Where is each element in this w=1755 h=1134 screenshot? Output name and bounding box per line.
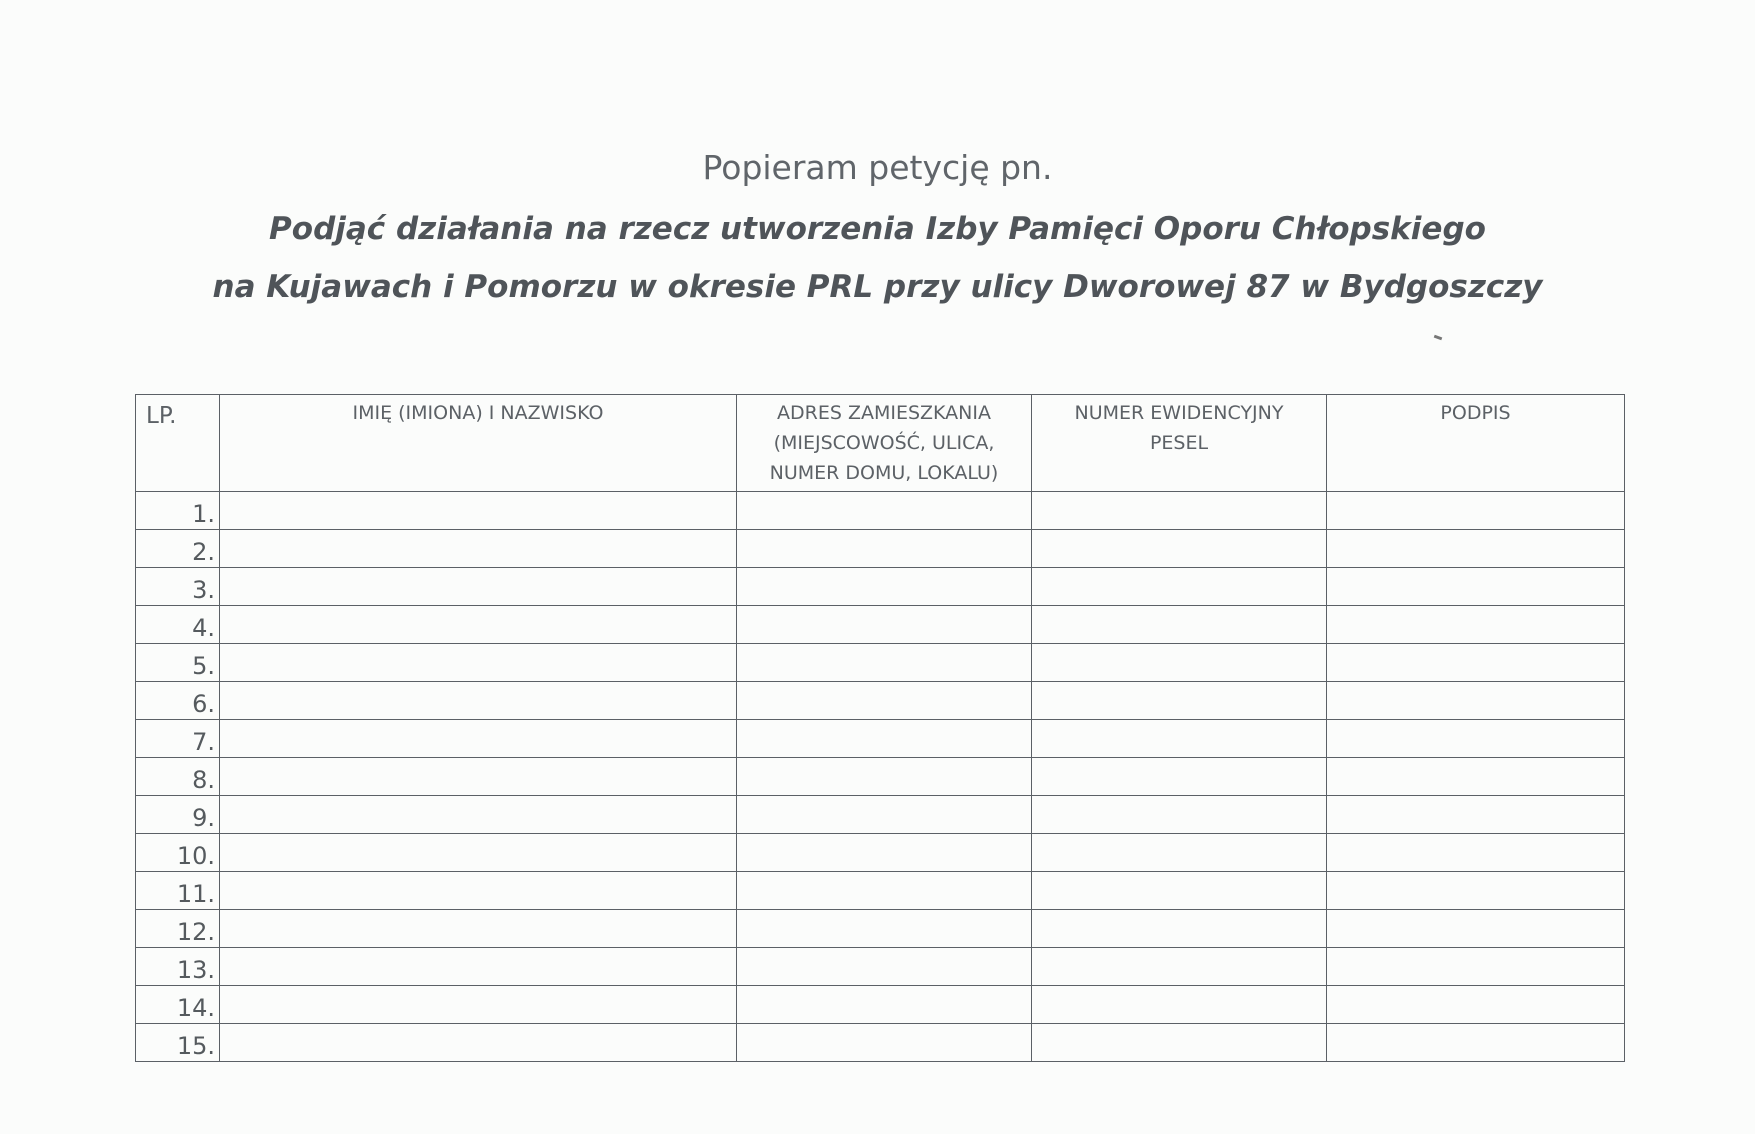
pesel-cell[interactable] [1032, 986, 1327, 1024]
table-row [136, 948, 1625, 986]
table-header-row [136, 395, 1625, 492]
address-cell[interactable] [737, 492, 1032, 530]
header-address-line-3: NUMER DOMU, LOKALU) [769, 462, 999, 484]
table-row [136, 910, 1625, 948]
address-cell[interactable] [737, 796, 1032, 834]
header-pesel [1032, 395, 1327, 492]
petition-intro: Popieram petycję pn. [702, 148, 1053, 187]
signature-cell[interactable] [1327, 872, 1625, 910]
address-cell[interactable] [737, 644, 1032, 682]
signature-cell[interactable] [1327, 796, 1625, 834]
name-cell[interactable] [220, 568, 737, 606]
address-cell[interactable] [737, 986, 1032, 1024]
name-cell[interactable] [220, 948, 737, 986]
signature-cell[interactable] [1327, 492, 1625, 530]
table-row [136, 568, 1625, 606]
signature-cell[interactable] [1327, 758, 1625, 796]
signature-cell[interactable] [1327, 530, 1625, 568]
name-cell[interactable] [220, 986, 737, 1024]
name-cell[interactable] [220, 492, 737, 530]
pesel-cell[interactable] [1032, 606, 1327, 644]
table-row [136, 1024, 1625, 1062]
table-row [136, 834, 1625, 872]
header-name: IMIĘ (IMIONA) I NAZWISKO [220, 395, 737, 492]
pesel-cell[interactable] [1032, 1024, 1327, 1062]
name-cell[interactable] [220, 1024, 737, 1062]
signature-cell[interactable] [1327, 682, 1625, 720]
name-cell[interactable] [220, 758, 737, 796]
pesel-cell[interactable] [1032, 948, 1327, 986]
signature-cell[interactable] [1327, 948, 1625, 986]
table-row [136, 986, 1625, 1024]
name-cell[interactable] [220, 644, 737, 682]
signature-cell[interactable] [1327, 910, 1625, 948]
row-number: 10. [136, 834, 220, 872]
header-signature: PODPIS [1327, 395, 1625, 492]
row-number: 15. [136, 1024, 220, 1062]
header-address [737, 395, 1032, 492]
pesel-cell[interactable] [1032, 644, 1327, 682]
pesel-cell[interactable] [1032, 910, 1327, 948]
signature-cell[interactable] [1327, 644, 1625, 682]
name-cell[interactable] [220, 796, 737, 834]
table-row [136, 720, 1625, 758]
name-cell[interactable] [220, 910, 737, 948]
name-cell[interactable] [220, 606, 737, 644]
pesel-cell[interactable] [1032, 492, 1327, 530]
petition-header [0, 148, 1755, 316]
header-pesel-line-2: PESEL [1149, 432, 1209, 454]
address-cell[interactable] [737, 910, 1032, 948]
address-cell[interactable] [737, 568, 1032, 606]
table-row [136, 758, 1625, 796]
pesel-cell[interactable] [1032, 682, 1327, 720]
row-number: 12. [136, 910, 220, 948]
name-cell[interactable] [220, 530, 737, 568]
name-cell[interactable] [220, 720, 737, 758]
table-row [136, 530, 1625, 568]
signature-cell[interactable] [1327, 986, 1625, 1024]
pesel-cell[interactable] [1032, 758, 1327, 796]
pesel-cell[interactable] [1032, 568, 1327, 606]
pesel-cell[interactable] [1032, 872, 1327, 910]
address-cell[interactable] [737, 758, 1032, 796]
row-number: 14. [136, 986, 220, 1024]
pesel-cell[interactable] [1032, 530, 1327, 568]
petition-title-line-1: Podjąć działania na rzecz utworzenia Izby Pamięci Oporu Chłopskiego [269, 211, 1486, 247]
row-number: 1. [136, 492, 220, 530]
row-number: 2. [136, 530, 220, 568]
address-cell[interactable] [737, 606, 1032, 644]
address-cell[interactable] [737, 720, 1032, 758]
signature-cell[interactable] [1327, 1024, 1625, 1062]
pesel-cell[interactable] [1032, 796, 1327, 834]
row-number: 8. [136, 758, 220, 796]
address-cell[interactable] [737, 682, 1032, 720]
signature-cell[interactable] [1327, 568, 1625, 606]
address-cell[interactable] [737, 834, 1032, 872]
header-pesel-line-1: NUMER EWIDENCYJNY [1074, 402, 1284, 424]
table-row [136, 872, 1625, 910]
row-number: 13. [136, 948, 220, 986]
pesel-cell[interactable] [1032, 834, 1327, 872]
scan-mark [1434, 335, 1443, 341]
row-number: 5. [136, 644, 220, 682]
row-number: 11. [136, 872, 220, 910]
header-lp: LP. [136, 395, 220, 492]
pesel-cell[interactable] [1032, 720, 1327, 758]
address-cell[interactable] [737, 1024, 1032, 1062]
name-cell[interactable] [220, 834, 737, 872]
address-cell[interactable] [737, 948, 1032, 986]
row-number: 9. [136, 796, 220, 834]
signature-table [135, 394, 1625, 1062]
address-cell[interactable] [737, 530, 1032, 568]
signature-cell[interactable] [1327, 720, 1625, 758]
row-number: 7. [136, 720, 220, 758]
name-cell[interactable] [220, 872, 737, 910]
table-row [136, 492, 1625, 530]
table-row [136, 644, 1625, 682]
row-number: 6. [136, 682, 220, 720]
row-number: 3. [136, 568, 220, 606]
name-cell[interactable] [220, 682, 737, 720]
row-number: 4. [136, 606, 220, 644]
petition-title-line-2: na Kujawach i Pomorzu w okresie PRL przy ulicy Dworowej 87 w Bydgoszczy [212, 269, 1543, 305]
table-row [136, 796, 1625, 834]
signature-cell[interactable] [1327, 606, 1625, 644]
table-row [136, 606, 1625, 644]
header-address-line-2: (MIEJSCOWOŚĆ, ULICA, [773, 432, 995, 454]
table-row [136, 682, 1625, 720]
signature-cell[interactable] [1327, 834, 1625, 872]
address-cell[interactable] [737, 872, 1032, 910]
header-address-line-1: ADRES ZAMIESZKANIA [777, 402, 991, 424]
